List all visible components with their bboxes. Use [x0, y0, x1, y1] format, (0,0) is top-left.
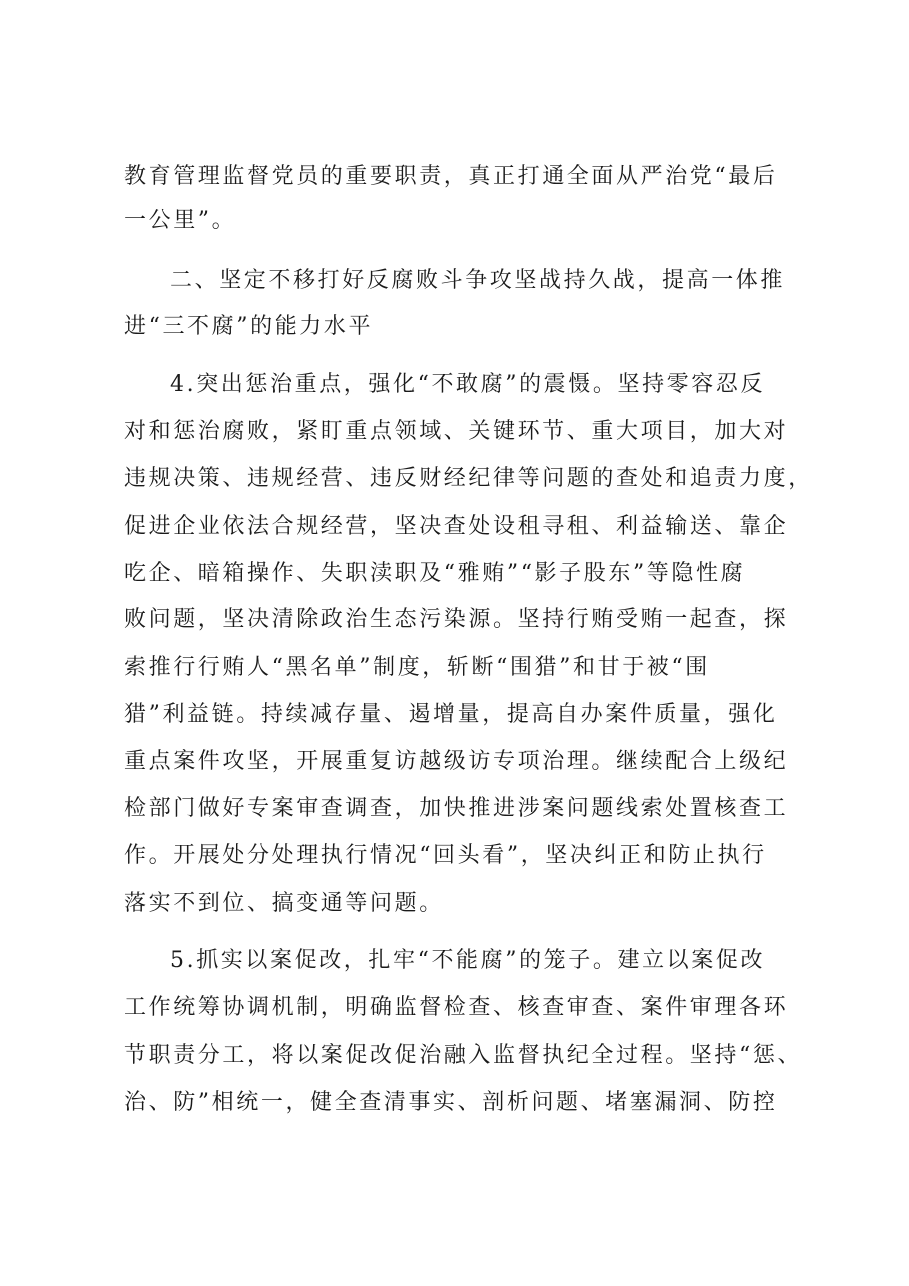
- section-heading-line: 二、坚定不移打好反腐败斗争攻坚战持久战，提高一体推: [170, 268, 786, 293]
- paragraph-line: 检部门做好专案审查调查，加快推进涉案问题线索处置核查工: [124, 796, 789, 821]
- paragraph-line: 教育管理监督党员的重要职责，真正打通全面从严治党“最后: [124, 164, 778, 189]
- section-heading-line: 进“三不腐”的能力水平: [124, 314, 374, 339]
- paragraph-line: 治、防”相统一，健全查清事实、剖析问题、堵塞漏洞、防控: [124, 1090, 778, 1115]
- paragraph-line: 重点案件攻坚，开展重复访越级访专项治理。继续配合上级纪: [124, 749, 789, 774]
- paragraph-line: 违规决策、违规经营、违反财经纪律等问题的查处和追责力度，: [124, 466, 813, 491]
- paragraph-line: 一公里”。: [124, 208, 237, 233]
- paragraph-line: 作。开展处分处理执行情况“回头看”，坚决纠正和防止执行: [124, 843, 767, 868]
- paragraph-line: 猎”利益链。持续减存量、遏增量，提高自办案件质量，强化: [124, 702, 778, 727]
- paragraph-line: 败问题，坚决清除政治生态污染源。坚持行贿受贿一起查，探: [124, 607, 789, 632]
- paragraph-line: 对和惩治腐败，紧盯重点领域、关键环节、重大项目，加大对: [124, 419, 789, 444]
- paragraph-line: 5.抓实以案促改，扎牢“不能腐”的笼子。建立以案促改: [170, 948, 766, 973]
- paragraph-line: 促进企业依法合规经营，坚决查处设租寻租、利益输送、靠企: [124, 514, 789, 539]
- paragraph-line: 落实不到位、搞变通等问题。: [124, 891, 444, 916]
- paragraph-line: 节职责分工，将以案促改促治融入监督执纪全过程。坚持“惩、: [124, 1043, 803, 1068]
- paragraph-line: 索推行行贿人“黑名单”制度，斩断“围猎”和甘于被“围: [124, 655, 710, 680]
- paragraph-line: 吃企、暗箱操作、失职渎职及“雅贿”“影子股东”等隐性腐: [124, 561, 746, 586]
- paragraph-line: 工作统筹协调机制，明确监督检查、核查审查、案件审理各环: [124, 995, 789, 1020]
- paragraph-line: 4.突出惩治重点，强化“不敢腐”的震慑。坚持零容忍反: [170, 372, 766, 397]
